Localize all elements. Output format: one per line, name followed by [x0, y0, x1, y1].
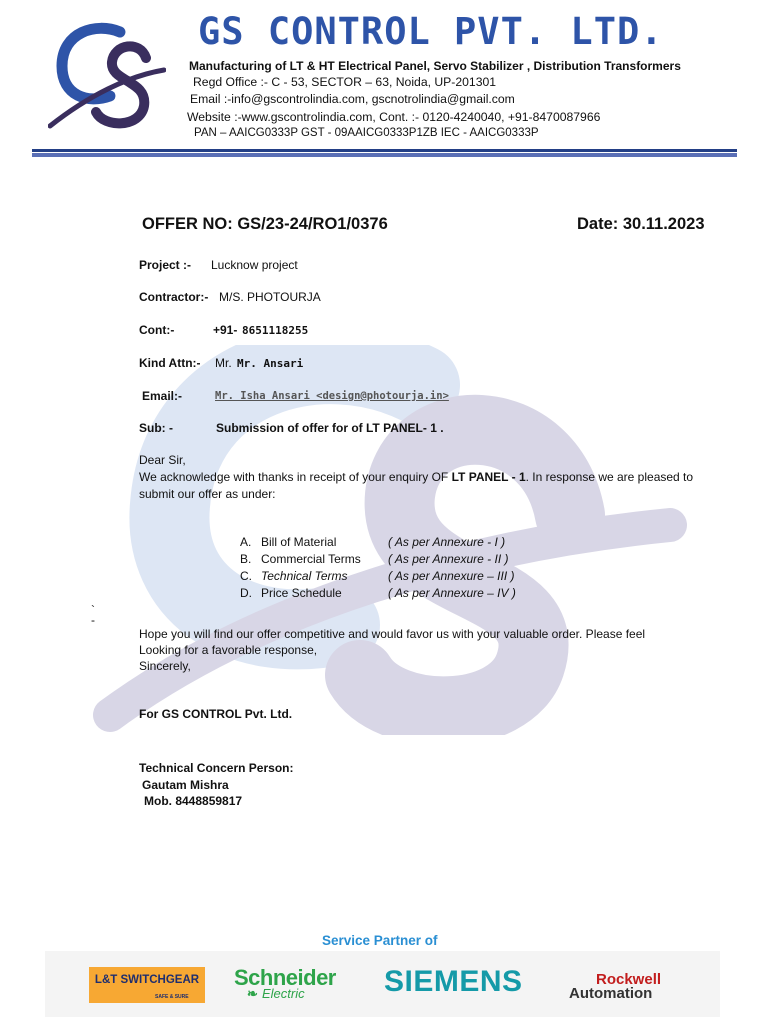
- header-email: Email :-info@gscontrolindia.com, gscnotrolindia@gmail.com: [190, 92, 515, 106]
- email-label: Email:-: [142, 389, 183, 403]
- salutation: Dear Sir,: [139, 453, 186, 467]
- header-tagline: Manufacturing of LT & HT Electrical Panel, Servo Stabilizer , Distribution Transformers: [189, 59, 681, 73]
- lt-logo-text: L&T SWITCHGEAR: [94, 974, 200, 986]
- contractor-value: M/S. PHOTOURJA: [219, 290, 321, 304]
- closing-line-3: Sincerely,: [139, 659, 191, 673]
- contact-label: Cont:-: [139, 323, 175, 337]
- subject-label: Sub: -: [139, 421, 173, 435]
- annexure-item-ref: ( As per Annexure – III ): [388, 569, 515, 583]
- annexure-item-name: Price Schedule: [261, 586, 342, 600]
- project-value: Lucknow project: [211, 258, 298, 272]
- email-link[interactable]: Mr. Isha Ansari <design@photourja.in>: [215, 390, 449, 402]
- header-tax-ids: PAN – AAICG0333P GST - 09AAICG0333P1ZB IEC - AAICG0333P: [194, 127, 539, 139]
- closing-line-2: Looking for a favorable response,: [139, 643, 318, 657]
- contact-person-name: Gautam Mishra: [142, 778, 229, 792]
- annexure-item-name: Commercial Terms: [261, 552, 361, 566]
- header-address: Regd Office :- C - 53, SECTOR – 63, Noida, UP-201301: [193, 75, 497, 89]
- schneider-electric-text: Electric: [262, 986, 305, 1001]
- header-website: Website :-www.gscontrolindia.com, Cont. :- 0120-4240040, +91-8470087966: [187, 110, 601, 124]
- contact-person-title: Technical Concern Person:: [139, 761, 294, 775]
- annexure-item-ref: ( As per Annexure - I ): [388, 535, 506, 549]
- schneider-leaf-icon: ❧: [247, 986, 258, 1001]
- offer-number: OFFER NO: GS/23-24/RO1/0376: [142, 215, 388, 233]
- closing-line-1: Hope you will find our offer competitive and would favor us with your valuable order. Please feel: [139, 627, 646, 641]
- company-logo-icon: [48, 18, 166, 136]
- contractor-label: Contractor:-: [139, 290, 209, 304]
- stray-mark: `: [91, 603, 95, 617]
- letter-line-1-bold: LT PANEL - 1: [451, 470, 526, 484]
- annexure-item-letter: D.: [240, 586, 252, 600]
- attn-prefix: Mr.: [215, 356, 232, 370]
- annexure-item-letter: A.: [240, 535, 252, 549]
- letter-line-1-pre: We acknowledge with thanks in receipt of your enquiry OF: [139, 470, 452, 484]
- schneider-logo: Schneider: [234, 965, 336, 990]
- signoff: For GS CONTROL Pvt. Ltd.: [139, 707, 293, 721]
- attn-label: Kind Attn:-: [139, 356, 201, 370]
- project-label: Project :-: [139, 258, 192, 272]
- annexure-item-letter: B.: [240, 552, 252, 566]
- lt-logo-tagline: SAFE & SURE: [155, 994, 189, 1000]
- partner-heading: Service Partner of: [322, 933, 438, 948]
- siemens-logo: SIEMENS: [384, 965, 523, 998]
- annexure-item-name: Technical Terms: [261, 569, 348, 583]
- rockwell-logo: Rockwell: [596, 971, 662, 988]
- header-rule: [32, 149, 737, 152]
- attn-value: Mr. Ansari: [237, 357, 304, 370]
- offer-date: Date: 30.11.2023: [577, 215, 705, 233]
- annexure-item-ref: ( As per Annexure – IV ): [388, 586, 516, 600]
- automation-logo-text: Automation: [569, 985, 653, 1002]
- contact-prefix: +91-: [213, 323, 238, 337]
- company-name: GS CONTROL PVT. LTD.: [198, 10, 664, 53]
- letter-line-2: submit our offer as under:: [139, 487, 276, 501]
- subject-value: Submission of offer for of LT PANEL- 1 .: [216, 421, 444, 435]
- annexure-item-letter: C.: [240, 569, 252, 583]
- contact-phone: 8651118255: [242, 324, 309, 337]
- contact-person-mobile: Mob. 8448859817: [144, 794, 243, 808]
- stray-mark: -: [91, 613, 95, 627]
- header-rule-shadow: [32, 153, 737, 157]
- annexure-item-name: Bill of Material: [261, 535, 337, 549]
- letter-line-1: [139, 469, 693, 486]
- letter-line-1-post: . In response we are pleased to: [525, 470, 694, 484]
- annexure-item-ref: ( As per Annexure - II ): [388, 552, 509, 566]
- lt-switchgear-logo: [89, 967, 205, 1003]
